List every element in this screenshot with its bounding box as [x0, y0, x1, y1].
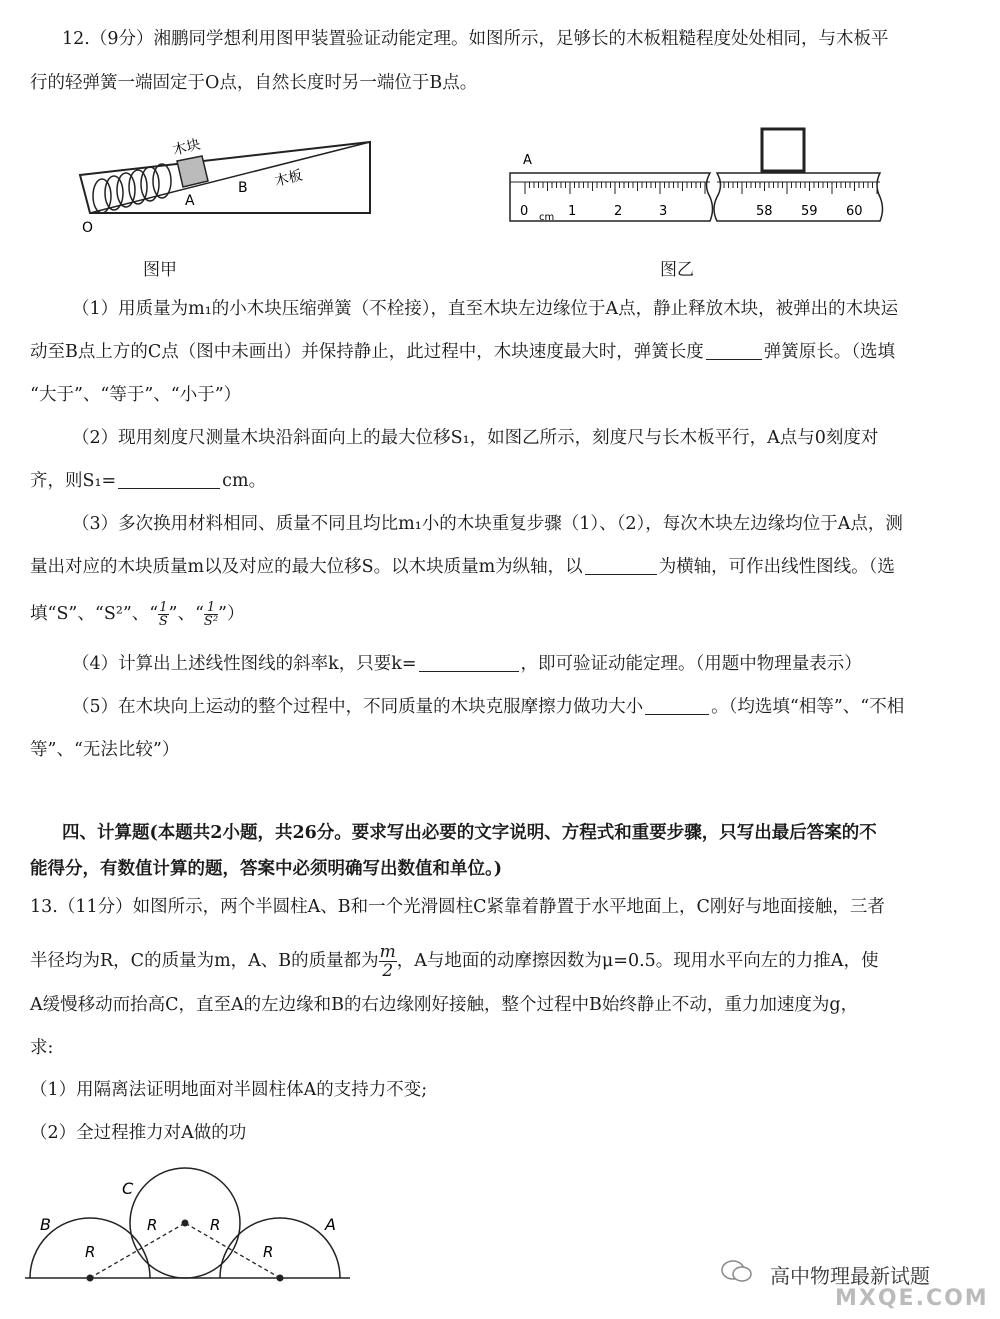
q12-part4-line	[72, 652, 862, 676]
q12-part1-line3: “大于”、“等于”、“小于”）	[30, 385, 242, 405]
q13-line1: 13.（11分）如图所示，两个半圆柱A、B和一个光滑圆柱C紧靠着静置于水平地面上，C刚好与地面接触，三者	[30, 897, 885, 917]
q13-line3: A缓慢移动而抬高C，直至A的左边缘和B的右边缘刚好接触，整个过程中B始终静止不动，重力加速度为g，	[30, 995, 859, 1015]
q12-part2-line1: （2）现用刻度尺测量木块沿斜面向上的最大位移S₁，如图乙所示，刻度尺与长木板平行，A点与0刻度对	[72, 428, 879, 448]
q12-part4-text-a: （4）计算出上述线性图线的斜率k，只要k=	[72, 654, 417, 674]
mass-fraction-m-over-2: $\frac{m}{2}$	[379, 942, 396, 981]
point-B-label: B	[238, 180, 248, 196]
center-C	[182, 1220, 189, 1227]
ruler-tick-58: 58	[756, 204, 773, 219]
board-label: 木板	[273, 167, 305, 190]
q12-part4-text-b: ，即可验证动能定理。（用题中物理量表示）	[520, 654, 862, 674]
figure-a-caption: 图甲	[143, 260, 177, 280]
q12-part5-line1	[72, 695, 904, 719]
q12-part1-line1: （1）用质量为m₁的小木块压缩弹簧（不栓接），直至木块左边缘位于A点，静止释放木块，被弹出的木块运	[72, 299, 899, 319]
watermark	[720, 1250, 995, 1314]
q12-part1-text-a: 动至B点上方的C点（图中未画出）并保持静止，此过程中，木块速度最大时，弹簧长度	[30, 342, 704, 362]
section4-heading-line1: 四、计算题(本题共2小题，共26分。要求写出必要的文字说明、方程式和重要步骤，只写出最后答案的不	[62, 823, 877, 843]
q12-part5-text-b: 。（均选填“相等”、“不相	[711, 697, 905, 717]
ruler-tick-60: 60	[846, 204, 863, 219]
figure-b-caption: 图乙	[660, 260, 694, 280]
section4-heading-line2: 能得分，有数值计算的题，答案中必须明确写出数值和单位。)	[30, 859, 503, 879]
q12-intro-line1: 12.（9分）湘鹏同学想利用图甲装置验证动能定理。如图所示，足够长的木板粗糙程度处处相同，与木板平	[62, 29, 889, 49]
q12-part3-line2	[30, 555, 895, 579]
q12-part1-text-b: 弹簧原长。（选填	[763, 342, 895, 362]
q12-part3-separator: ”、“	[168, 604, 204, 624]
center-A	[277, 1275, 284, 1282]
q12-intro-line2: 行的轻弹簧一端固定于O点，自然长度时另一端位于B点。	[30, 73, 478, 93]
ruler-block	[762, 129, 804, 171]
wood-block	[177, 156, 208, 187]
wechat-icon	[720, 1258, 754, 1284]
q12-part3-line3	[30, 601, 245, 628]
label-B: B	[40, 1215, 51, 1234]
q13-text-b: ，A与地面的动摩擦因数为μ=0.5。现用水平向左的力推A，使	[396, 951, 879, 971]
q13-text-a: 半径均为R，C的质量为m，A、B的质量都为	[30, 951, 379, 971]
q12-part3-end: ”）	[218, 604, 245, 624]
q12-part2-text-b: cm。	[222, 471, 267, 491]
figure-ruler	[505, 125, 890, 230]
q13-line4: 求:	[30, 1038, 54, 1058]
label-R-C-left: R	[147, 1216, 158, 1234]
answer-blank-x-axis[interactable]	[585, 556, 657, 575]
answer-blank-slope-k[interactable]	[419, 653, 519, 672]
watermark-channel-name: 高中物理最新试题	[770, 1264, 930, 1288]
block-label: 木块	[171, 136, 203, 159]
q12-part2-text-a: 齐，则S₁=	[30, 471, 117, 491]
ruler-tick-0: 0	[520, 204, 529, 219]
q13-sub1: （1）用隔离法证明地面对半圆柱体A的支持力不变;	[30, 1080, 428, 1100]
ruler-ticks	[525, 182, 877, 194]
ruler-tick-1: 1	[568, 204, 577, 219]
half-cylinder-A	[220, 1218, 340, 1278]
figure-cylinders	[20, 1160, 360, 1290]
q13-sub2: （2）全过程推力对A做的功	[30, 1123, 247, 1143]
ruler-unit: cm	[539, 212, 555, 223]
watermark-site: MXQE.COM	[835, 1286, 989, 1311]
figure-incline-spring	[70, 130, 390, 240]
q12-part1-line2	[30, 340, 895, 364]
q13-line2	[30, 943, 878, 980]
point-A-label: A	[185, 193, 195, 209]
answer-blank-s1[interactable]	[118, 470, 220, 489]
ruler-tick-59: 59	[801, 204, 818, 219]
q12-part5-line2: 等”、“无法比较”）	[30, 740, 180, 760]
q12-part3-text-b: 为横轴，可作出线性图线。（选	[658, 557, 895, 577]
label-R-B: R	[85, 1243, 96, 1261]
label-R-A: R	[263, 1243, 274, 1261]
label-R-C-right: R	[210, 1216, 221, 1234]
point-O-label: O	[82, 220, 94, 236]
q12-part5-text-a: （5）在木块向上运动的整个过程中，不同质量的木块克服摩擦力做功大小	[72, 697, 644, 717]
answer-blank-spring-length[interactable]	[706, 341, 762, 360]
option-fraction-1-over-s: $\frac{1}{S}$	[158, 600, 168, 629]
ruler-A-label: A	[523, 153, 532, 168]
label-C: C	[122, 1179, 134, 1198]
q12-part3-line1: （3）多次换用材料相同、质量不同且均比m₁小的木块重复步骤（1）、（2），每次木块左边缘均位于A点，测	[72, 514, 903, 534]
q12-part3-options-text: 填“S”、“S²”、“	[30, 604, 159, 624]
q12-part2-line2	[30, 469, 266, 493]
center-B	[87, 1275, 94, 1282]
label-A: A	[325, 1215, 336, 1234]
option-fraction-1-over-s2: $\frac{1}{\text{S²}}$	[203, 600, 219, 629]
answer-blank-friction-work[interactable]	[645, 696, 709, 715]
q12-part3-text-a: 量出对应的木块质量m以及对应的最大位移S。以木块质量m为纵轴，以	[30, 557, 583, 577]
ruler-tick-2: 2	[614, 204, 623, 219]
ruler-tick-3: 3	[659, 204, 668, 219]
